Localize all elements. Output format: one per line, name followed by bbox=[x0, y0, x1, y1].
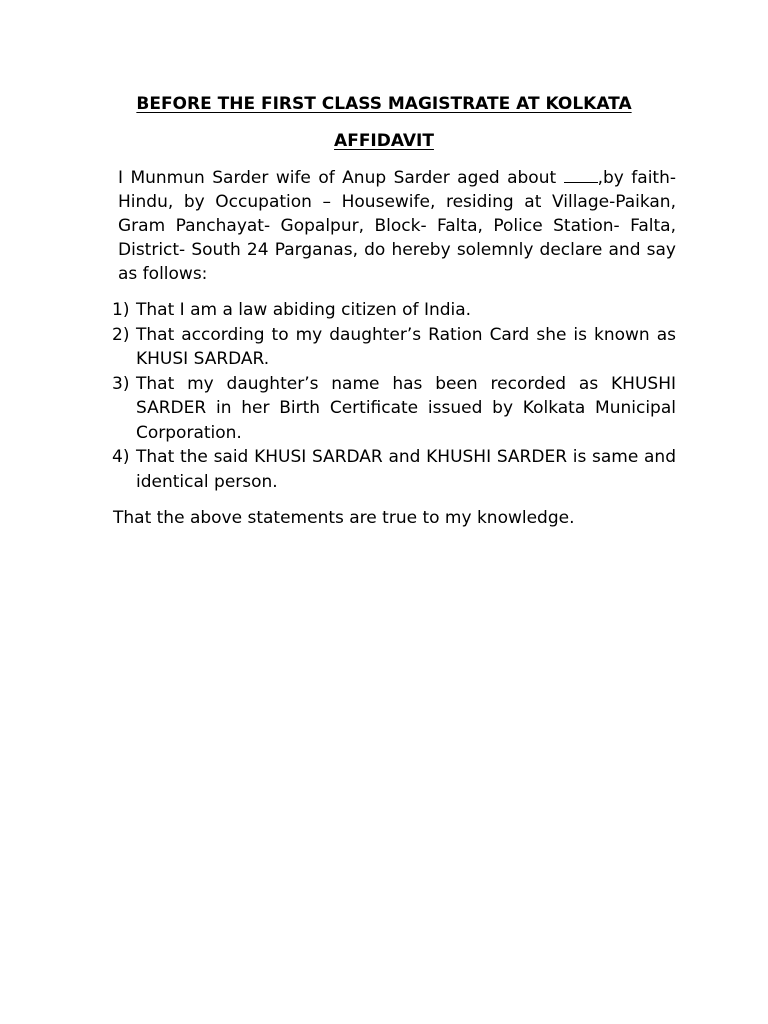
intro-text-end: ,by faith-Hindu, by Occupation – Housewife, residing at Village-Paikan, Gram Panchayat- Gopalpur, Block- Falta, Police Station- Falta, District- South 24 Parganas, do hereby solemnly declare and say as follows: bbox=[118, 168, 676, 284]
age-blank bbox=[564, 168, 598, 183]
list-item bbox=[112, 372, 676, 446]
list-item bbox=[112, 445, 676, 494]
list-item-number: 2) bbox=[112, 324, 130, 345]
list-item-number: 1) bbox=[112, 300, 130, 320]
list-item bbox=[112, 323, 676, 372]
intro-paragraph bbox=[118, 166, 676, 286]
court-heading: BEFORE THE FIRST CLASS MAGISTRATE AT KOLKATA bbox=[136, 94, 632, 114]
list-item-text: That according to my daughter’s Ration Card she is known as KHUSI SARDAR. bbox=[136, 324, 676, 369]
list-item-text: That I am a law abiding citizen of India. bbox=[136, 300, 472, 320]
list-item-text: That the said KHUSI SARDAR and KHUSHI SARDER is same and identical person. bbox=[136, 447, 676, 492]
closing-statement: That the above statements are true to my knowledge. bbox=[113, 508, 575, 528]
document-title: AFFIDAVIT bbox=[334, 131, 434, 151]
list-item-number: 4) bbox=[112, 447, 130, 467]
list-item-number: 3) bbox=[112, 373, 130, 394]
list-item-text: That my daughter’s name has been recorded as KHUSHI SARDER in her Birth Certificate issued by Kolkata Municipal Corporation. bbox=[136, 373, 676, 443]
declaration-list bbox=[112, 298, 676, 494]
list-item bbox=[112, 298, 676, 323]
intro-text-start: I Munmun Sarder wife of Anup Sarder aged about bbox=[118, 168, 564, 188]
